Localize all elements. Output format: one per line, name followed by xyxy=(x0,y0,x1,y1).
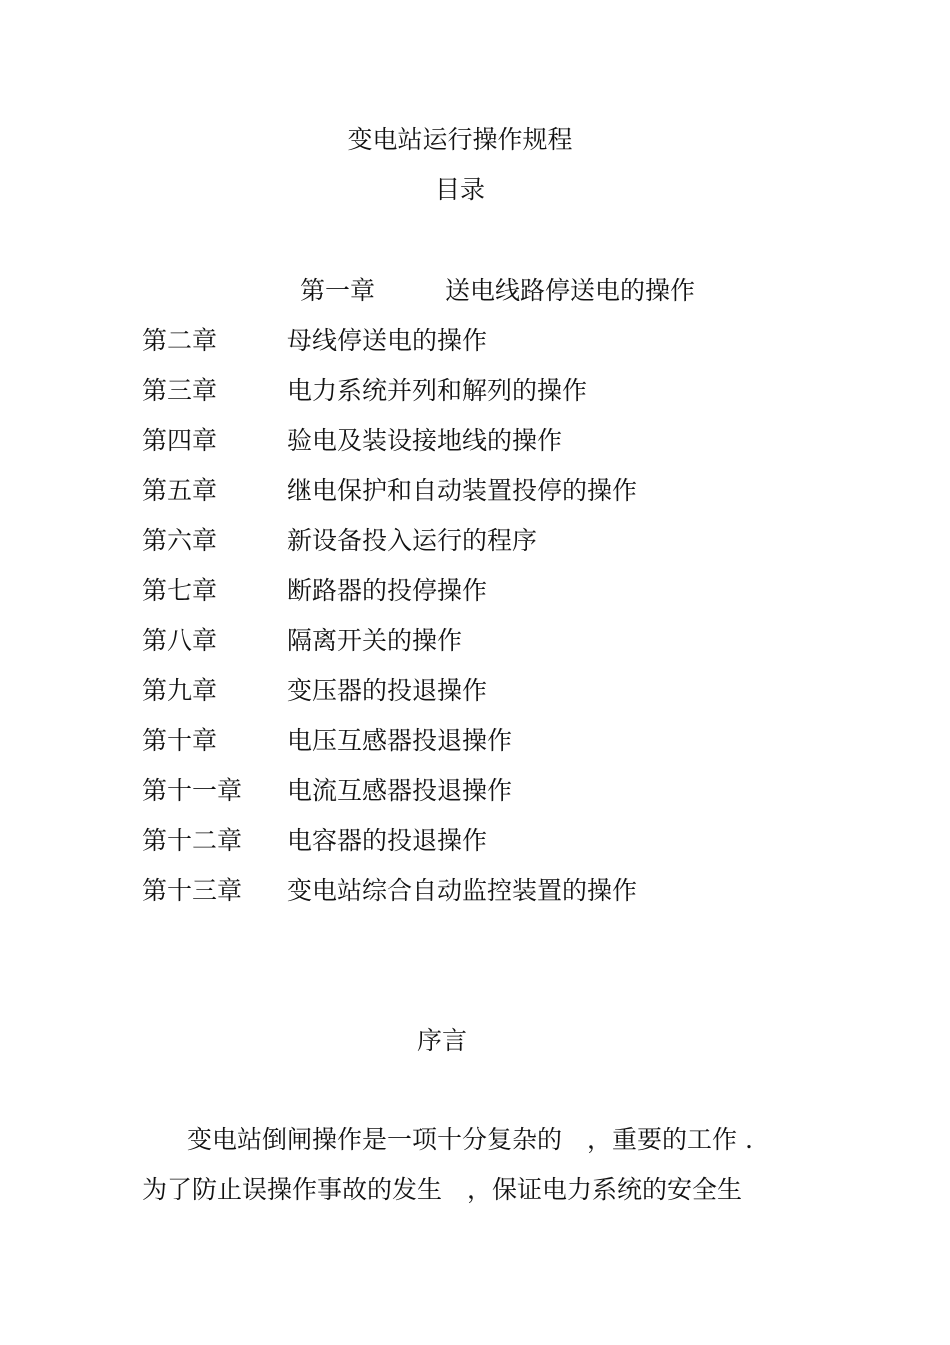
toc-chapter-number: 第十一章 xyxy=(142,776,243,805)
toc-entry xyxy=(142,825,842,875)
toc-chapter-number: 第七章 xyxy=(142,576,218,605)
toc-chapter-title: 电压互感器投退操作 xyxy=(287,726,513,755)
toc-entry xyxy=(142,375,842,425)
toc-chapter-title: 隔离开关的操作 xyxy=(287,626,463,655)
toc-chapter-number: 第十三章 xyxy=(142,876,243,905)
toc-entry xyxy=(142,775,842,825)
toc-chapter-number: 第五章 xyxy=(142,476,218,505)
toc-heading: 目录 xyxy=(434,175,485,204)
toc-list xyxy=(142,325,842,925)
toc-entry xyxy=(142,425,842,475)
toc-chapter-title: 变电站综合自动监控装置的操作 xyxy=(287,876,638,905)
preface-heading: 序言 xyxy=(416,1026,467,1055)
toc-chapter-number: 第九章 xyxy=(142,676,218,705)
toc-chapter-title: 电容器的投退操作 xyxy=(287,826,488,855)
toc-chapter-number: 第十章 xyxy=(142,726,218,755)
toc-chapter-title: 新设备投入运行的程序 xyxy=(287,526,538,555)
toc-chapter-title: 电力系统并列和解列的操作 xyxy=(287,376,588,405)
toc-chapter-title: 送电线路停送电的操作 xyxy=(445,276,696,305)
preface-paragraph-line: 变电站倒闸操作是一项十分复杂的 ，重要的工作 . xyxy=(187,1125,753,1154)
toc-entry xyxy=(142,475,842,525)
document-title: 变电站运行操作规程 xyxy=(347,125,573,154)
toc-chapter-number: 第十二章 xyxy=(142,826,243,855)
toc-chapter-number: 第二章 xyxy=(142,326,218,355)
toc-chapter-title: 继电保护和自动装置投停的操作 xyxy=(287,476,638,505)
preface-paragraph-line: 为了防止误操作事故的发生 ，保证电力系统的安全生 xyxy=(142,1175,743,1204)
toc-chapter-number: 第六章 xyxy=(142,526,218,555)
toc-chapter-title: 母线停送电的操作 xyxy=(287,326,488,355)
toc-entry xyxy=(142,575,842,625)
toc-chapter-title: 验电及装设接地线的操作 xyxy=(287,426,563,455)
toc-entry xyxy=(142,725,842,775)
toc-chapter-title: 变压器的投退操作 xyxy=(287,676,488,705)
toc-chapter-number: 第四章 xyxy=(142,426,218,455)
toc-entry xyxy=(142,325,842,375)
toc-entry xyxy=(142,525,842,575)
toc-entry xyxy=(142,875,842,925)
toc-chapter-number: 第一章 xyxy=(300,276,376,305)
toc-entry xyxy=(142,675,842,725)
toc-entry xyxy=(142,625,842,675)
toc-chapter-title: 断路器的投停操作 xyxy=(287,576,488,605)
toc-chapter-number: 第三章 xyxy=(142,376,218,405)
toc-chapter-number: 第八章 xyxy=(142,626,218,655)
toc-chapter-title: 电流互感器投退操作 xyxy=(287,776,513,805)
